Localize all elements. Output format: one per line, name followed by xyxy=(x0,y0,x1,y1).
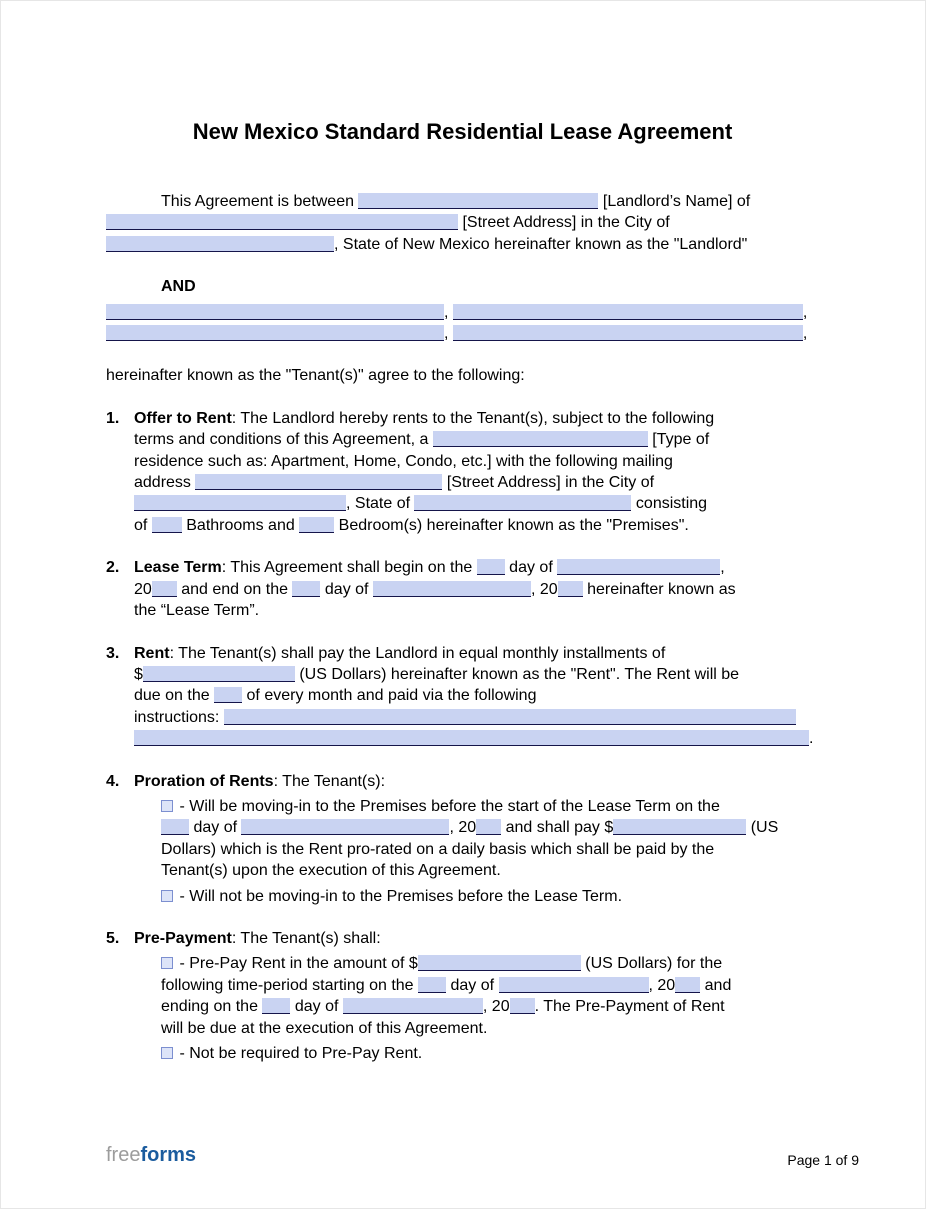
logo-free-text: free xyxy=(106,1144,141,1166)
proration-movein-checkbox[interactable] xyxy=(161,800,173,812)
text-run: will be due at the execution of this Agreement. xyxy=(161,1019,488,1037)
text-run: . xyxy=(809,730,814,748)
clause-rent xyxy=(106,643,819,750)
checkbox-option-line xyxy=(161,953,819,1039)
clause-number: 4. xyxy=(106,772,120,790)
clause-text xyxy=(134,928,819,949)
document-body xyxy=(106,191,819,1064)
clause-pre-payment xyxy=(106,928,819,1064)
prepay-end-day-field[interactable] xyxy=(262,998,290,1014)
proration-no-movein-checkbox[interactable] xyxy=(161,890,173,902)
lease-end-month-field[interactable] xyxy=(373,581,531,597)
text-run: This Agreement is between xyxy=(161,193,359,210)
bold-text-run: AND xyxy=(161,278,196,296)
tenant-2-name-field[interactable] xyxy=(453,304,803,320)
text-run: instructions: xyxy=(134,708,224,726)
page-indicator: Page 1 of 9 xyxy=(787,1152,859,1168)
text-run: [Street Address] in the City of xyxy=(458,214,670,232)
and-separator xyxy=(106,276,819,297)
text-run: , xyxy=(444,303,453,321)
clause-body xyxy=(134,928,819,1064)
clause-body xyxy=(134,557,819,621)
text-run: of xyxy=(134,516,152,534)
tenant-name-row-2 xyxy=(106,323,819,344)
prepay-end-year-field[interactable] xyxy=(510,998,535,1014)
text-run: Bathrooms and xyxy=(181,516,300,534)
lease-end-year-field[interactable] xyxy=(558,581,583,597)
text-run: following time-period starting on the xyxy=(161,976,419,994)
text-run: address xyxy=(134,474,196,492)
document-title: New Mexico Standard Residential Lease Agreement xyxy=(192,119,733,144)
movein-year-field[interactable] xyxy=(476,819,501,835)
prorated-rent-amount-field[interactable] xyxy=(613,819,746,835)
clause-number: 5. xyxy=(106,929,120,947)
lease-start-year-field[interactable] xyxy=(152,581,177,597)
freeforms-logo xyxy=(106,1144,196,1166)
text-run: , 20 xyxy=(530,580,558,598)
premises-street-address-field[interactable] xyxy=(195,474,442,490)
text-run: due on the xyxy=(134,687,215,705)
text-run: , 20 xyxy=(482,998,510,1016)
text-run: residence such as: Apartment, Home, Condo, etc.] with the following mailing xyxy=(134,452,673,470)
text-run: (US xyxy=(746,819,779,837)
text-run: Tenant(s) upon the execution of this Agreement. xyxy=(161,862,501,880)
text-run: , 20 xyxy=(449,819,477,837)
clause-offer-to-rent xyxy=(106,408,819,536)
clause-text xyxy=(134,643,819,750)
bold-text-run: Rent xyxy=(134,644,170,662)
bathrooms-count-field[interactable] xyxy=(152,517,182,533)
document-content xyxy=(1,119,925,1064)
text-run: , 20 xyxy=(648,976,676,994)
tenant-agree-line xyxy=(106,365,819,386)
landlord-name-field[interactable] xyxy=(358,193,598,209)
clause-number: 2. xyxy=(106,559,120,577)
clause-proration-of-rents xyxy=(106,771,819,907)
text-run: - Pre-Pay Rent in the amount of $ xyxy=(175,955,418,973)
text-run: the “Lease Term”. xyxy=(134,602,260,620)
prepay-end-month-field[interactable] xyxy=(343,998,483,1014)
logo-forms-text: forms xyxy=(140,1144,197,1166)
text-run: - Will be moving-in to the Premises before the start of the Lease Term on the xyxy=(175,797,720,815)
prepay-rent-checkbox[interactable] xyxy=(161,957,173,969)
clause-text xyxy=(134,771,819,792)
movein-day-field[interactable] xyxy=(161,819,189,835)
clause-text xyxy=(134,408,819,536)
text-run: and shall pay $ xyxy=(501,819,614,837)
clause-body xyxy=(134,771,819,907)
no-prepay-checkbox[interactable] xyxy=(161,1047,173,1059)
text-run: (US Dollars) for the xyxy=(580,955,723,973)
movein-month-field[interactable] xyxy=(241,819,449,835)
text-run: , xyxy=(720,559,725,577)
text-run: of every month and paid via the following xyxy=(242,687,537,705)
text-run: : The Tenant(s) shall pay the Landlord in equal monthly installments of xyxy=(169,644,666,662)
bold-text-run: Offer to Rent xyxy=(134,409,232,427)
bold-text-run: Lease Term xyxy=(134,559,222,577)
landlord-street-address-field[interactable] xyxy=(106,214,458,230)
text-run: , State of xyxy=(346,495,415,513)
text-run: and xyxy=(700,976,732,994)
text-run: $ xyxy=(134,665,143,683)
rent-amount-field[interactable] xyxy=(143,666,295,682)
prepay-start-year-field[interactable] xyxy=(675,977,700,993)
text-run: day of xyxy=(189,819,242,837)
rent-due-day-field[interactable] xyxy=(214,687,242,703)
text-run: [Type of xyxy=(647,431,710,449)
prepay-amount-field[interactable] xyxy=(418,955,581,971)
clause-body xyxy=(134,408,819,536)
text-run: , xyxy=(802,303,808,321)
payment-instructions-field-2[interactable] xyxy=(134,730,809,746)
text-run: day of xyxy=(504,559,558,577)
text-run: (US Dollars) hereinafter known as the "Rent". The Rent will be xyxy=(294,665,740,683)
checkbox-option-line xyxy=(161,796,819,882)
prepay-start-month-field[interactable] xyxy=(499,977,649,993)
prepay-start-day-field[interactable] xyxy=(418,977,446,993)
text-run: and end on the xyxy=(176,580,293,598)
text-run: : This Agreement shall begin on the xyxy=(221,559,477,577)
premises-state-field[interactable] xyxy=(414,495,631,511)
clause-text xyxy=(134,557,819,621)
tenant-name-row-1 xyxy=(106,302,819,323)
text-run: : The Tenant(s) shall: xyxy=(231,929,381,947)
text-run: - Will not be moving-in to the Premises before the Lease Term. xyxy=(175,887,623,905)
text-run: hereinafter known as xyxy=(582,580,736,598)
text-run: Bedroom(s) hereinafter known as the "Premises". xyxy=(334,516,689,534)
text-run: , xyxy=(444,325,453,343)
bold-text-run: Pre-Payment xyxy=(134,929,232,947)
tenant-3-name-field[interactable] xyxy=(106,325,444,341)
landlord-city-field[interactable] xyxy=(106,236,334,252)
text-run: [Street Address] in the City of xyxy=(442,474,655,492)
text-run: , State of New Mexico hereinafter known as the "Landlord" xyxy=(334,235,748,253)
text-run: [Landlord’s Name] of xyxy=(598,193,751,210)
lease-start-day-field[interactable] xyxy=(477,559,505,575)
tenant-4-name-field[interactable] xyxy=(453,325,803,341)
text-run: : The Landlord hereby rents to the Tenant(s), subject to the following xyxy=(231,409,715,427)
premises-city-field[interactable] xyxy=(134,495,346,511)
intro-paragraph xyxy=(106,191,819,255)
text-run: day of xyxy=(446,976,499,994)
text-run: terms and conditions of this Agreement, a xyxy=(134,431,433,449)
checkbox-option-line xyxy=(161,886,819,907)
residence-type-field[interactable] xyxy=(433,431,648,447)
bold-text-run: Proration of Rents xyxy=(134,772,274,790)
clause-body xyxy=(134,643,819,750)
checkbox-option-line xyxy=(161,1043,819,1064)
text-run: consisting xyxy=(631,495,708,513)
text-run: day of xyxy=(290,998,343,1016)
text-run: . The Pre-Payment of Rent xyxy=(534,998,725,1016)
text-run: Dollars) which is the Rent pro-rated on a daily basis which shall be paid by the xyxy=(161,840,715,858)
text-run: - Not be required to Pre-Pay Rent. xyxy=(175,1045,423,1062)
clause-number: 3. xyxy=(106,644,120,662)
tenant-1-name-field[interactable] xyxy=(106,304,444,320)
text-run: 20 xyxy=(134,580,152,598)
clause-lease-term xyxy=(106,557,819,621)
bedrooms-count-field[interactable] xyxy=(299,517,334,533)
text-run: , xyxy=(802,325,808,343)
clause-number: 1. xyxy=(106,409,120,427)
text-run: ending on the xyxy=(161,998,263,1016)
lease-end-day-field[interactable] xyxy=(292,581,320,597)
text-run: hereinafter known as the "Tenant(s)" agree to the following: xyxy=(106,367,525,385)
text-run: : The Tenant(s): xyxy=(273,772,386,790)
lease-start-month-field[interactable] xyxy=(557,559,720,575)
text-run: day of xyxy=(320,580,373,598)
payment-instructions-field-1[interactable] xyxy=(224,709,796,725)
